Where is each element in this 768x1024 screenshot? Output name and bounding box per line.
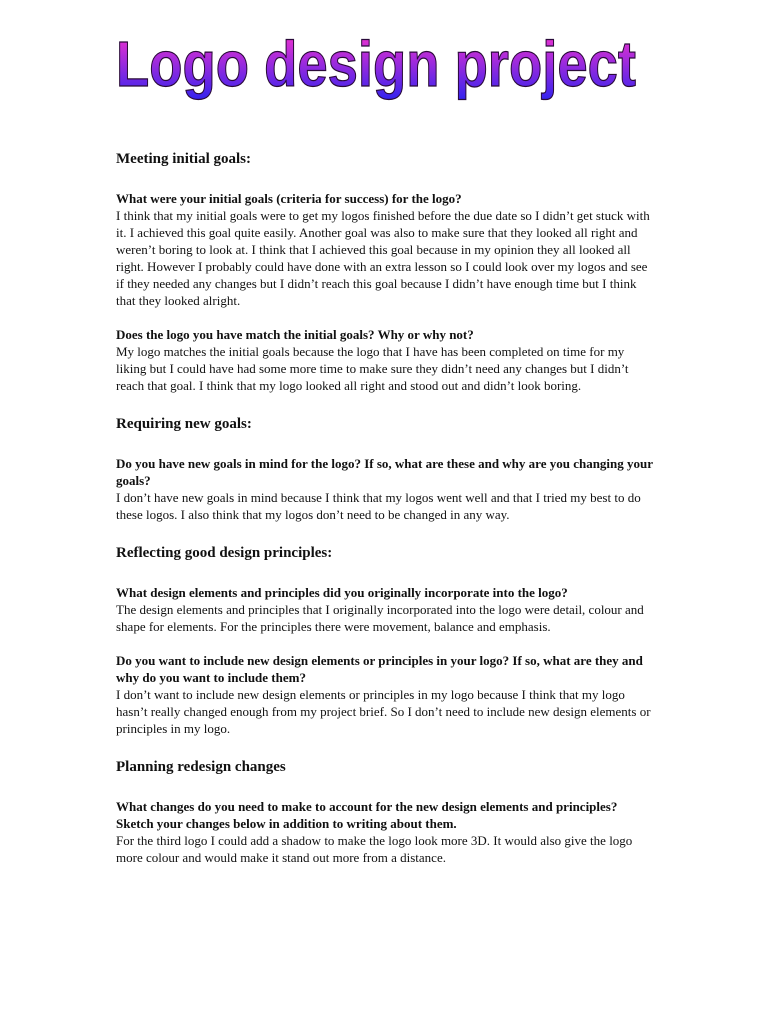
wordart-title bbox=[0, 22, 768, 118]
title-banner bbox=[0, 22, 768, 118]
section-heading: Requiring new goals: bbox=[116, 416, 252, 432]
section-reflecting-design-principles bbox=[116, 544, 656, 737]
qa-item bbox=[116, 798, 656, 866]
answer: I think that my initial goals were to get my logos finished before the due date so I didn’t get stuck with it. I achieved this goal quite easily. Another goal was also to make sure that they looked all right and weren’t boring to look at. I think that I achieved this goal because in my opinion they all looked all right. However I probably could have done with an extra lesson so I could look over my logos and see if they needed any changes but I didn’t reach this goal because I didn’t have enough time but I think that they looked alright. bbox=[116, 208, 650, 308]
section-heading: Meeting initial goals: bbox=[116, 151, 251, 167]
answer: For the third logo I could add a shadow to make the logo look more 3D. It would also give the logo more colour and would make it stand out more from a distance. bbox=[116, 833, 633, 865]
page-title: Logo design project bbox=[116, 28, 636, 100]
section-heading: Planning redesign changes bbox=[116, 759, 286, 775]
question: What design elements and principles did you originally incorporate into the logo? bbox=[116, 585, 568, 600]
section-heading: Reflecting good design principles: bbox=[116, 545, 333, 561]
qa-item bbox=[116, 455, 656, 523]
section-requiring-new-goals bbox=[116, 415, 656, 523]
qa-item bbox=[116, 584, 656, 635]
qa-item bbox=[116, 326, 656, 394]
question: Do you have new goals in mind for the logo? If so, what are these and why are you changing your goals? bbox=[116, 456, 653, 488]
question: What were your initial goals (criteria for success) for the logo? bbox=[116, 191, 462, 206]
section-meeting-initial-goals bbox=[116, 150, 656, 394]
section-planning-redesign bbox=[116, 758, 656, 866]
document-body bbox=[116, 150, 656, 883]
answer: My logo matches the initial goals because the logo that I have has been completed on time for my liking but I could have had some more time to make sure they didn’t need any changes but I didn’t reach that goal. I think that my logo looked all right and stood out and didn’t look boring. bbox=[116, 344, 629, 393]
question: What changes do you need to make to account for the new design elements and principles? Sketch your changes below in addition to writing about them. bbox=[116, 799, 618, 831]
question: Do you want to include new design elements or principles in your logo? If so, what are they and why do you want to include them? bbox=[116, 653, 643, 685]
answer: The design elements and principles that I originally incorporated into the logo were detail, colour and shape for elements. For the principles there were movement, balance and emphasis. bbox=[116, 602, 644, 634]
answer: I don’t have new goals in mind because I think that my logos went well and that I tried my best to do these logos. I also think that my logos don’t need to be changed in any way. bbox=[116, 490, 641, 522]
answer: I don’t want to include new design elements or principles in my logo because I think that my logo hasn’t really changed enough from my project brief. So I don’t need to include new design elements or principles in my logo. bbox=[116, 687, 651, 736]
qa-item bbox=[116, 652, 656, 737]
question: Does the logo you have match the initial goals? Why or why not? bbox=[116, 327, 474, 342]
qa-item bbox=[116, 190, 656, 309]
